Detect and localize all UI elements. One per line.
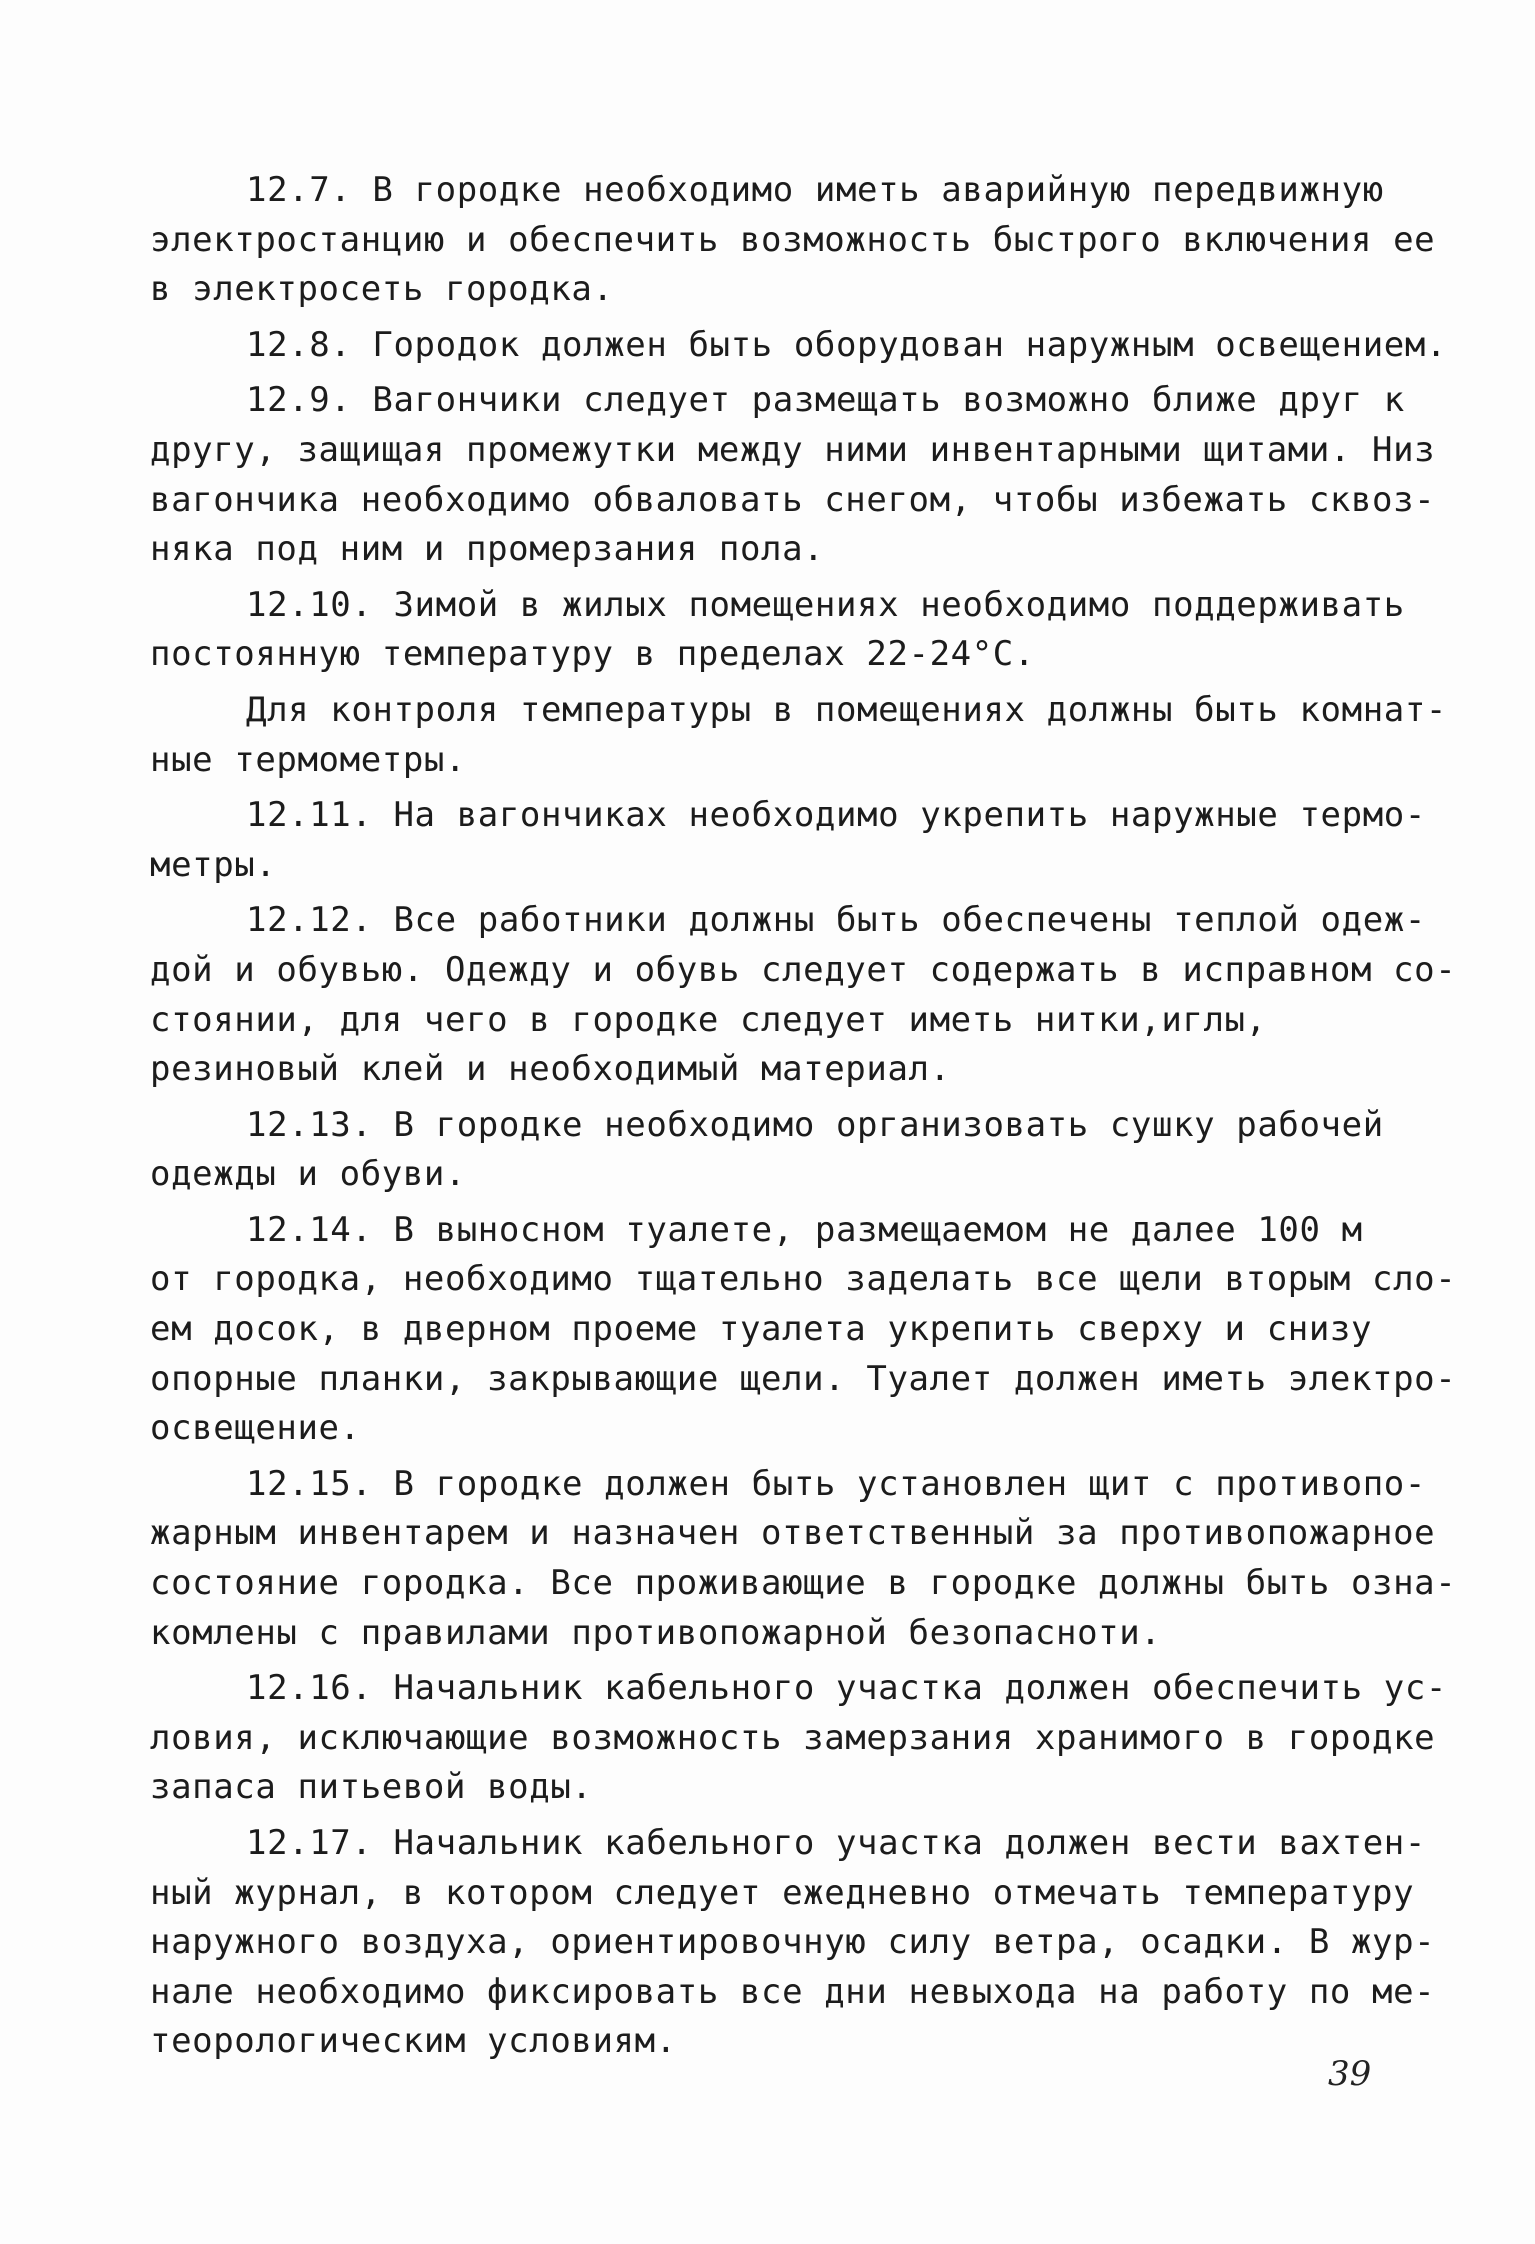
paragraph-line: постоянную температуру в пределах 22-24°С. (150, 634, 1035, 675)
paragraph-line: в электросеть городка. (150, 269, 614, 310)
paragraph-first-line: Для контроля температуры в помещениях должны быть комнат- (246, 689, 1447, 730)
paragraph-first-line: 12.15. В городке должен быть установлен щит с противопо- (246, 1463, 1426, 1504)
document-body (150, 166, 1457, 2067)
paragraph-line: от городка, необходимо тщательно заделать все щели вторым сло- (150, 1259, 1457, 1300)
paragraph-line: одежды и обуви. (150, 1154, 467, 1195)
paragraph-line: другу, защищая промежутки между ними инвентарными щитами. Низ (150, 429, 1436, 470)
paragraph-first-line: 12.10. Зимой в жилых помещениях необходимо поддерживать (246, 584, 1405, 625)
paragraph-first-line: 12.16. Начальник кабельного участка должен обеспечить ус- (246, 1668, 1447, 1709)
paragraph-line: освещение. (150, 1408, 361, 1449)
paragraph-line: жарным инвентарем и назначен ответственный за противопожарное (150, 1513, 1436, 1554)
paragraph-line: резиновый клей и необходимый материал. (150, 1049, 951, 1090)
page-number: 39 (1328, 2054, 1372, 2094)
paragraph-line: стоянии, для чего в городке следует иметь нитки,иглы, (150, 999, 1267, 1040)
paragraph-first-line: 12.11. На вагончиках необходимо укрепить наружные термо- (246, 795, 1426, 836)
paragraph-line: запаса питьевой воды. (150, 1767, 593, 1808)
paragraph-line: ловия, исключающие возможность замерзания хранимого в городке (150, 1717, 1436, 1758)
paragraph-line: няка под ним и промерзания пола. (150, 529, 825, 570)
paragraph-line: теорологическим условиям. (150, 2021, 677, 2062)
paragraph-line: ные термометры. (150, 739, 467, 780)
paragraph-line: состояние городка. Все проживающие в городке должны быть озна- (150, 1563, 1457, 1604)
paragraph-first-line: 12.14. В выносном туалете, размещаемом не далее 100 м (246, 1209, 1363, 1250)
paragraph-line: опорные планки, закрывающие щели. Туалет должен иметь электро- (150, 1358, 1457, 1399)
paragraph-line: ем досок, в дверном проеме туалета укрепить сверху и снизу (150, 1309, 1373, 1350)
paragraph-first-line: 12.8. Городок должен быть оборудован наружным освещением. (246, 324, 1447, 365)
paragraph-first-line: 12.17. Начальник кабельного участка должен вести вахтен- (246, 1823, 1426, 1863)
paragraph-first-line: 12.12. Все работники должны быть обеспечены теплой одеж- (246, 900, 1426, 941)
paragraph-first-line: 12.13. В городке необходимо организовать сушку рабочей (246, 1104, 1384, 1145)
paragraph-line: нале необходимо фиксировать все дни невыхода на работу по ме- (150, 1971, 1436, 2012)
paragraph-line: дой и обувью. Одежду и обувь следует содержать в исправном со- (150, 949, 1457, 990)
paragraph-line: вагончика необходимо обваловать снегом, чтобы избежать сквоз- (150, 479, 1436, 520)
paragraph-first-line: 12.7. В городке необходимо иметь аварийную передвижную (246, 170, 1384, 210)
paragraph-first-line: 12.9. Вагончики следует размещать возможно ближе друг к (246, 380, 1405, 421)
paragraph-line: ный журнал, в котором следует ежедневно отмечать температуру (150, 1872, 1415, 1913)
paragraph-line: метры. (150, 844, 277, 885)
paragraph-line: наружного воздуха, ориентировочную силу ветра, осадки. В жур- (150, 1922, 1436, 1963)
paragraph-line: электростанцию и обеспечить возможность быстрого включения ее (150, 219, 1436, 260)
paragraph-line: комлены с правилами противопожарной безопасноти. (150, 1612, 1162, 1653)
